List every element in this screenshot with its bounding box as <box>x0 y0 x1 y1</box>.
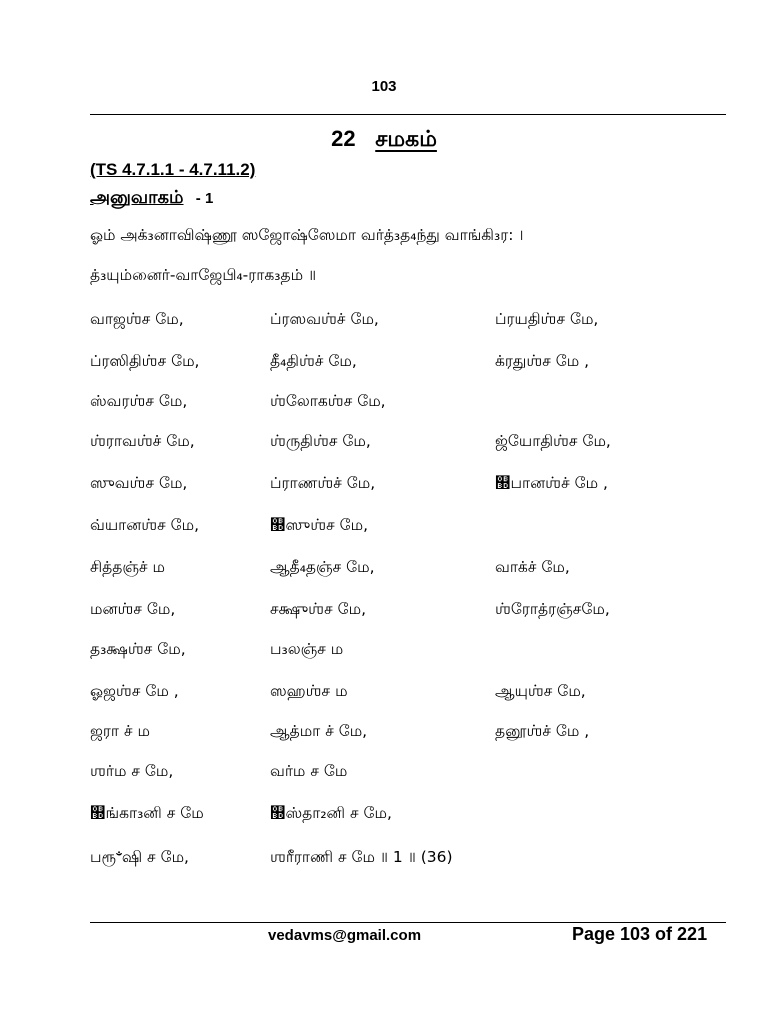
verse-cell: ஶ்ராவஶ்ச் மே, <box>90 432 195 450</box>
verse-cell: ஽ஸ்தா₂னி ச மே, <box>270 804 392 822</box>
intro-line: த்₃யும்னைர்-வாஜேபி₄-ராக₃தம் ॥ <box>90 266 317 284</box>
verse-cell: ஸஹஶ்ச ம <box>270 682 348 700</box>
verse-cell: ப்ரஸிதிஶ்ச மே, <box>90 352 200 370</box>
anuvakam-label: அனுவாகம் <box>90 187 184 208</box>
verse-cell: ப்ராணஶ்ச் மே, <box>270 474 376 492</box>
verse-cell: ஽ங்கா₃னி ச மே <box>90 804 204 822</box>
verse-cell: ஜ்யோதிஶ்ச மே, <box>495 432 611 450</box>
verse-cell: ஜரா ச் ம <box>90 722 150 740</box>
verse-cell: தனூஶ்ச் மே , <box>495 722 590 740</box>
footer-page-label: Page 103 of 221 <box>572 924 708 944</box>
verse-cell: த₃க்ஷஶ்ச மே, <box>90 640 186 658</box>
page-number-top: 103 <box>371 78 397 95</box>
section-title <box>0 126 768 155</box>
verse-cell: வாக்ச் மே, <box>495 558 570 576</box>
verse-cell: சக்ஷுஶ்ச மே, <box>270 600 366 618</box>
verse-cell: வ்யானஶ்ச மே, <box>90 516 200 534</box>
verse-cell: ஽ஸுஶ்ச மே, <box>270 516 369 534</box>
verse-cell: பரூꣲஷி ச மே, <box>90 848 189 866</box>
verse-cell: ப்ரயதிஶ்ச மே, <box>495 310 599 328</box>
verse-cell: வர்ம ச மே <box>270 762 348 780</box>
footer-email: vedavms@gmail.com <box>268 927 422 944</box>
footer-rule <box>90 922 726 923</box>
section-number: 22 <box>331 126 356 151</box>
verse-cell: ஶ்ரோத்ரஞ்சமே, <box>495 600 610 618</box>
verse-cell: ஶர்ம ச மே, <box>90 762 174 780</box>
verse-cell: ஆத்மா ச் மே, <box>270 722 368 740</box>
verse-cell: ஶ்ருதிஶ்ச மே, <box>270 432 371 450</box>
verse-cell: க்ரதுஶ்ச மே , <box>495 352 590 370</box>
ts-reference: (TS 4.7.1.1 - 4.7.11.2) <box>90 160 256 179</box>
verse-cell: ப₃லஞ்ச ம <box>270 640 344 658</box>
verse-cell: ஶரீராணி ச மே ॥ 1 ॥ (36) <box>270 848 453 866</box>
verse-cell: ஆயுஶ்ச மே, <box>495 682 586 700</box>
verse-cell: ஶ்லோகஶ்ச மே, <box>270 392 386 410</box>
anuvakam-heading <box>90 187 213 210</box>
verse-cell: வாஜஶ்ச மே, <box>90 310 184 328</box>
verse-cell: ஆதீ₄தஞ்ச மே, <box>270 558 375 576</box>
verse-cell: ஸுவஶ்ச மே, <box>90 474 188 492</box>
header-rule <box>90 114 726 115</box>
anuvakam-number: - 1 <box>195 190 214 207</box>
verse-cell: தீ₄திஶ்ச் மே, <box>270 352 357 370</box>
verse-cell: ஽பானஶ்ச் மே , <box>495 474 608 492</box>
intro-line: ஓம் அக்₃னாவிஷ்ணூ ஸஜோஷ்ஸேமா வர்த்₃த₄ந்து வாங்கி₃ர: । <box>90 226 524 244</box>
verse-cell: மனஶ்ச மே, <box>90 600 176 618</box>
verse-cell: ஸ்வரஶ்ச மே, <box>90 392 188 410</box>
verse-cell: ப்ரஸவஶ்ச் மே, <box>270 310 379 328</box>
verse-cell: சித்தஞ்ச் ம <box>90 558 165 576</box>
verse-cell: ஓஜஶ்ச மே , <box>90 682 179 700</box>
section-name: சமகம் <box>375 127 437 152</box>
